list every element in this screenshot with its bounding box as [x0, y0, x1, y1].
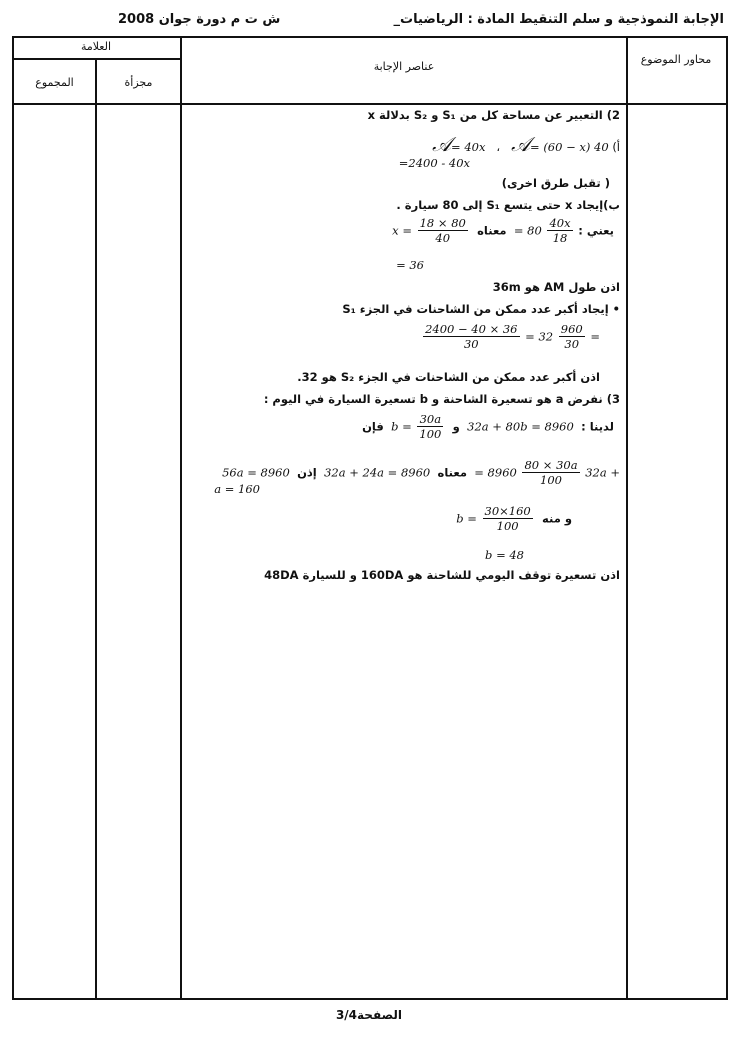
area-s2-expr: = (60 − x) 40 — [530, 140, 609, 154]
text-then: فإن — [362, 419, 384, 434]
header-title: _الإجابة النموذجية و سلم التنقيط المادة : الرياضيات — [393, 12, 724, 27]
header-session: ش ت م دورة جوان 2008 — [118, 12, 281, 27]
b-equals-2: b = — [456, 511, 477, 526]
line-trucks-calc: = 32 $\frac{960}{30}$ = $\frac{2400 - 40 \times 36}{30}$ — [425, 322, 600, 352]
eq-80: = 80 — [513, 223, 542, 238]
line-max-trucks: • إيجاد أكبر عدد ممكن من الشاحنات في الجزء S₁ — [342, 302, 620, 316]
line-a-160: a = 160 — [214, 482, 260, 496]
col-partial-header: مجزأة — [124, 76, 153, 89]
line-x-36: = 36 — [396, 258, 424, 272]
line-b-calc — [456, 504, 572, 534]
text-hence: و منه — [542, 511, 572, 526]
text-meaning: معناه — [477, 223, 507, 238]
area-s1-expr: = 40x — [451, 140, 486, 154]
label-a: أ) — [612, 140, 620, 154]
eq-56a: 32a + 24a = 8960 — [324, 465, 431, 480]
text-means: يعني : — [578, 223, 614, 238]
fraction-40x-18: $\frac{40x}{18}$ — [549, 216, 571, 246]
line-area-simplified: =2400 - 40x — [398, 156, 470, 170]
col-axes-header: محاور الموضوع — [640, 53, 712, 66]
line-system — [362, 412, 614, 442]
text-and: و — [452, 419, 460, 434]
handwritten-a2: 𝒜 — [511, 132, 531, 156]
line-trucks-result: اذن أكبر عدد ممكن من الشاحنات في الجزء S₂ هو 32. — [297, 370, 600, 384]
col-total-header: المجموع — [35, 76, 74, 89]
line-substitute — [222, 458, 620, 488]
fraction-30x160-100: $\frac{30\times 160}{100}$ — [484, 504, 531, 534]
col-answer-header: عناصر الإجابة — [373, 60, 435, 73]
x-equals: x = — [392, 223, 412, 238]
b-equals: b = — [391, 419, 412, 434]
line-final: اذن تسعيرة توقف اليومي للشاحنة هو 160DA و للسيارة 48DA — [264, 568, 620, 582]
text-so: إذن — [297, 465, 317, 480]
text-we-have: لدينا : — [581, 419, 614, 434]
col-mark-header: العلامة — [80, 40, 112, 53]
line-qb: ب)إيجاد x حتى يتسع S₁ إلى 80 سيارة . — [396, 198, 620, 212]
line-b-48: b = 48 — [485, 548, 524, 562]
text-meaning-2: معناه — [437, 465, 467, 480]
eq-32a: 32a + — [585, 465, 620, 480]
fraction-trucks: $\frac{2400 - 40 \times 36}{30}$ — [425, 322, 518, 352]
line-q3: 3) نفرض a هو تسعيرة الشاحنة و b تسعيرة السيارة في اليوم : — [263, 392, 620, 406]
handwritten-a1: 𝒜 — [432, 132, 452, 156]
fraction-80x30a-100: $\frac{80 \times 30a}{100}$ — [524, 458, 578, 488]
line-note: ( تقبل طرق اخرى) — [501, 176, 610, 190]
line-solve-x — [392, 216, 614, 246]
fraction-30a-100: $\frac{30a}{100}$ — [419, 412, 442, 442]
line-am-length: اذن طول AM هو 36m — [492, 280, 620, 294]
eq-system: 32a + 80b = 8960 — [467, 419, 574, 434]
line-q2: 2) التعبير عن مساحة كل من S₁ و S₂ بدلالة x — [367, 108, 620, 122]
fraction-18x80-40: $\frac{18 \times 80}{40}$ — [419, 216, 466, 246]
eq-8960: = 8960 — [474, 465, 517, 480]
line-areas: أ) 𝒜= 40x ، 𝒜= (60 − x) 40 — [432, 132, 620, 156]
eq-56a-8960: 56a = 8960 — [222, 465, 290, 480]
fraction-960-30: $\frac{960}{30}$ — [560, 322, 583, 352]
page-number: الصفحة3/4 — [335, 1008, 403, 1022]
result-32: = 32 — [525, 329, 554, 344]
